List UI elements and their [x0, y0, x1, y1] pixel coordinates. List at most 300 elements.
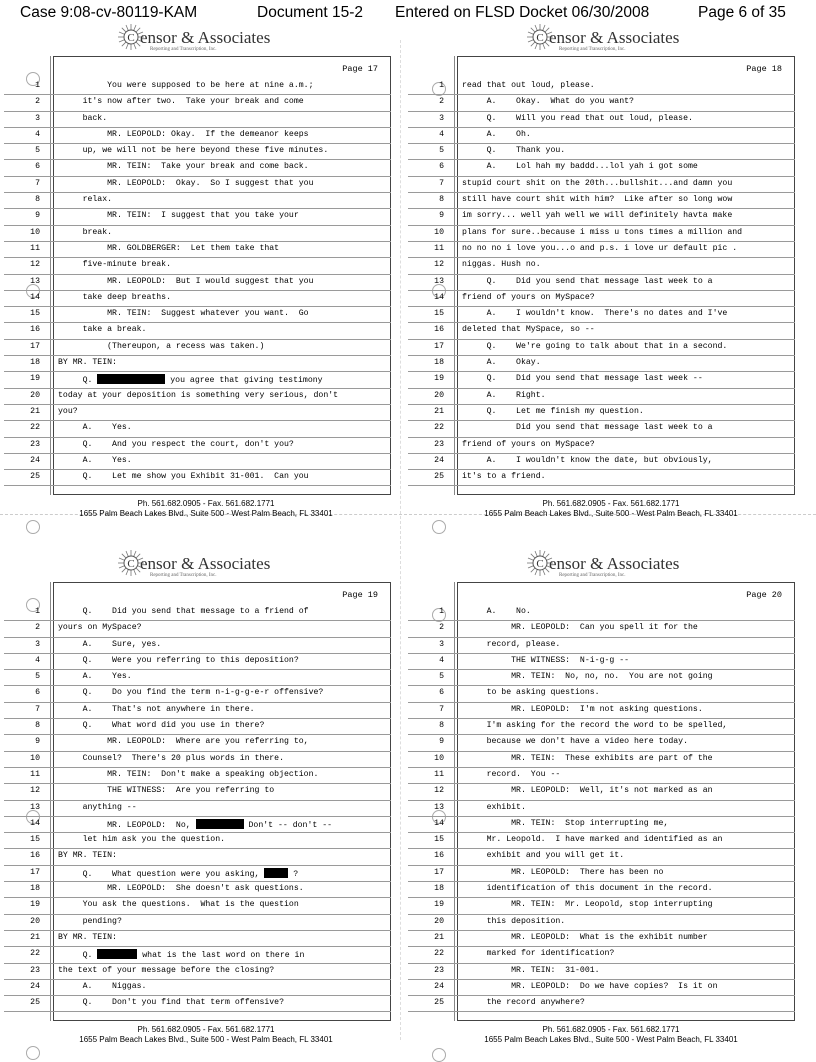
transcript-line [434, 372, 794, 388]
transcript-lines [30, 79, 390, 486]
line-text [58, 949, 304, 960]
line-number: 10 [434, 227, 444, 237]
redaction-bar [97, 949, 137, 959]
line-text-main: A. Yes. [58, 672, 132, 682]
transcript-line [30, 915, 390, 931]
footer-address: 1655 Palm Beach Lakes Blvd., Suite 500 - West Palm Beach, FL 33401 [484, 509, 738, 518]
line-text [58, 440, 294, 449]
line-text [58, 472, 309, 481]
transcript-line [30, 242, 390, 258]
line-number: 15 [434, 309, 444, 319]
transcript-line [434, 307, 794, 323]
line-text-main: A. Yes. [58, 455, 132, 465]
reporter-logo [116, 22, 316, 56]
line-text [462, 114, 693, 123]
footer-address: 1655 Palm Beach Lakes Blvd., Suite 500 - West Palm Beach, FL 33401 [79, 509, 333, 518]
line-text [462, 309, 727, 318]
reporter-name: ensor & Associates [549, 554, 680, 573]
line-number: 20 [30, 916, 40, 926]
footer-phone: Ph. 561.682.0905 - Fax. 561.682.1771 [137, 1025, 275, 1034]
line-number: 20 [434, 390, 444, 400]
transcript-line [439, 95, 794, 111]
punch-hole [432, 520, 446, 534]
line-number: 25 [30, 472, 40, 482]
line-text [462, 277, 713, 286]
reporter-logo [116, 548, 316, 582]
line-number: 13 [30, 802, 40, 812]
transcript-line [439, 144, 794, 160]
transcript-line [434, 323, 794, 339]
line-number: 19 [434, 374, 444, 384]
line-text-main: A. Right. [462, 390, 546, 400]
transcript-line [35, 112, 390, 128]
line-text-main: MR. LEOPOLD: There has been no [462, 867, 664, 877]
reporter-contact-footer [16, 1025, 396, 1045]
line-number: 22 [434, 949, 444, 959]
line-text [58, 786, 274, 795]
transcript-line [439, 703, 794, 719]
reporter-contact-footer [16, 499, 396, 519]
line-text-main: MR. GOLDBERGER: Let them take that [58, 243, 280, 253]
line-number: 7 [35, 704, 40, 714]
line-text-main: Q. Don't you find that term offensive? [58, 998, 285, 1008]
line-text [462, 623, 698, 632]
line-text [462, 884, 713, 893]
line-number: 15 [434, 835, 444, 845]
line-number: 16 [30, 851, 40, 861]
svg-text:C: C [127, 32, 135, 44]
redaction-bar [97, 374, 165, 384]
line-number: 2 [35, 97, 40, 107]
line-text [58, 130, 309, 139]
line-number: 3 [439, 639, 444, 649]
line-text-main: A. Niggas. [58, 981, 147, 991]
footer-phone: Ph. 561.682.0905 - Fax. 561.682.1771 [137, 499, 275, 508]
transcript-line [434, 996, 794, 1012]
line-text-main: identification of this document in the record. [462, 884, 713, 894]
line-number: 6 [439, 162, 444, 172]
line-number: 6 [35, 162, 40, 172]
line-text-main: up, we will not be here beyond these five minutes. [58, 146, 329, 156]
line-number: 12 [30, 786, 40, 796]
line-text [58, 309, 309, 318]
punch-hole [432, 1048, 446, 1062]
line-text-main: Q. And you respect the court, don't you? [58, 439, 294, 449]
line-number: 23 [30, 439, 40, 449]
transcript-line [434, 849, 794, 865]
line-number: 2 [439, 97, 444, 107]
line-text-main: MR. TEIN: Suggest whatever you want. Go [58, 309, 309, 319]
line-text-main: exhibit. [462, 802, 526, 812]
transcript-line [30, 752, 390, 768]
line-number: 18 [434, 884, 444, 894]
line-text [462, 456, 713, 465]
transcript-line [30, 454, 390, 470]
line-rule [4, 1011, 391, 1012]
line-text-main: MR. TEIN: Stop interrupting me, [462, 818, 669, 828]
line-text [462, 998, 585, 1007]
line-text-main: MR. LEOPOLD: Okay. If the demeanor keeps [58, 129, 309, 139]
line-number: 21 [434, 932, 444, 942]
line-text-main: A. Sure, yes. [58, 639, 162, 649]
transcript-line [30, 307, 390, 323]
line-number: 7 [439, 704, 444, 714]
line-number: 24 [30, 981, 40, 991]
line-text [58, 884, 304, 893]
line-number: 14 [434, 292, 444, 302]
transcript-line [439, 735, 794, 751]
transcript-line [439, 621, 794, 637]
line-number: 11 [434, 769, 444, 779]
reporter-name: ensor & Associates [549, 28, 680, 47]
line-text-main: BY MR. TEIN: [58, 932, 117, 942]
line-number: 3 [35, 113, 40, 123]
line-text [58, 81, 314, 90]
line-text-main: MR. LEOPOLD: Do we have copies? Is it on [462, 981, 718, 991]
line-text [58, 228, 112, 237]
transcript-line [434, 898, 794, 914]
line-number: 10 [30, 753, 40, 763]
line-number: 3 [35, 639, 40, 649]
transcript-page-number: Page 20 [746, 590, 782, 600]
line-text [462, 754, 713, 763]
line-text [462, 868, 663, 877]
transcript-line [434, 291, 794, 307]
transcript-line [30, 947, 390, 963]
line-number: 5 [439, 146, 444, 156]
vertical-fold-line [400, 40, 401, 1040]
transcript-line [35, 621, 390, 637]
line-text-main: A. Okay. What do you want? [462, 97, 634, 107]
line-number: 25 [434, 472, 444, 482]
transcript-line [30, 898, 390, 914]
transcript-line [434, 817, 794, 833]
line-text [58, 146, 328, 155]
line-number: 25 [30, 998, 40, 1008]
case-number [20, 4, 197, 22]
line-text-main: let him ask you the question. [58, 835, 226, 845]
line-text [58, 868, 298, 879]
line-text-main: friend of yours on MySpace? [462, 439, 595, 449]
line-number: 11 [30, 243, 40, 253]
redaction-bar [196, 819, 244, 829]
transcript-line [30, 849, 390, 865]
reporter-contact-footer [421, 499, 801, 519]
line-text-main: A. Oh. [462, 129, 531, 139]
line-text [462, 130, 531, 139]
line-text-main: yours on MySpace? [58, 623, 142, 633]
line-text-main: MR. LEOPOLD: I'm not asking questions. [462, 704, 703, 714]
line-text [58, 770, 318, 779]
line-number: 14 [30, 818, 40, 828]
line-text-main: MR. TEIN: 31-001. [462, 965, 600, 975]
line-text [58, 982, 146, 991]
line-number: 23 [434, 965, 444, 975]
transcript-line [434, 226, 794, 242]
transcript-frame [30, 582, 391, 1021]
line-text [462, 770, 560, 779]
transcript-line [30, 801, 390, 817]
line-text [462, 391, 546, 400]
line-text-main: still have court shit with him? Like after so long wow [462, 195, 733, 205]
reporter-tagline: Reporting and Transcription, Inc. [559, 573, 626, 578]
line-rule [408, 485, 795, 486]
reporter-name: ensor & Associates [140, 28, 271, 47]
reporter-tagline: Reporting and Transcription, Inc. [150, 573, 217, 578]
line-text-main: Q. We're going to talk about that in a second. [462, 341, 728, 351]
line-text-main: Q. Will you read that out loud, please. [462, 113, 693, 123]
line-number: 8 [439, 195, 444, 205]
line-text-main: deleted that MySpace, so -- [462, 325, 595, 335]
transcript-line [439, 654, 794, 670]
transcript-line [35, 144, 390, 160]
margin-line [454, 56, 455, 495]
line-text [462, 228, 742, 237]
line-number: 5 [35, 146, 40, 156]
line-text-main: A. Yes. [58, 423, 132, 433]
line-text [462, 900, 713, 909]
line-text-main: five-minute break. [58, 260, 172, 270]
line-number: 23 [434, 439, 444, 449]
transcript-line [439, 670, 794, 686]
case-number-text: Case 9:08-cv-80119-KAM [20, 4, 198, 21]
line-text-main: record. You -- [462, 769, 561, 779]
line-number: 21 [30, 406, 40, 416]
line-text [462, 835, 722, 844]
transcript-page-2 [405, 22, 801, 528]
line-number: 6 [439, 688, 444, 698]
line-number: 5 [439, 672, 444, 682]
line-text-main: read that out loud, please. [462, 81, 595, 90]
margin-line [454, 582, 455, 1021]
line-number: 1 [35, 607, 40, 616]
line-number: 17 [434, 867, 444, 877]
line-number: 13 [30, 276, 40, 286]
transcript-line [434, 438, 794, 454]
transcript-line [35, 193, 390, 209]
transcript-line [30, 470, 390, 486]
transcript-page-1 [0, 22, 396, 528]
line-number: 24 [434, 455, 444, 465]
document-number [257, 4, 363, 22]
line-number: 22 [30, 423, 40, 433]
line-number: 9 [35, 211, 40, 221]
line-number: 17 [434, 341, 444, 351]
line-text-main: THE WITNESS: N-i-g-g -- [462, 655, 630, 665]
line-number: 2 [439, 623, 444, 633]
footer-phone: Ph. 561.682.0905 - Fax. 561.682.1771 [542, 499, 680, 508]
line-text [462, 211, 732, 220]
line-text [462, 195, 732, 204]
line-text [462, 819, 668, 828]
line-text-main: A. Okay. [462, 358, 541, 368]
line-text-main: the text of your message before the closing? [58, 965, 275, 975]
line-text-main: MR. TEIN: Don't make a speaking objection. [58, 769, 319, 779]
line-text-main: Q. Did you send that message to a friend of [58, 607, 309, 616]
transcript-line [30, 275, 390, 291]
transcript-line [30, 768, 390, 784]
line-text-main: the record anywhere? [462, 998, 585, 1008]
line-text-main: Q. [58, 376, 93, 386]
transcript-line [434, 454, 794, 470]
line-number: 9 [439, 211, 444, 221]
transcript-line [439, 177, 794, 193]
line-text-main: Q. Were you referring to this deposition? [58, 655, 299, 665]
line-text-main: You ask the questions. What is the question [58, 900, 299, 910]
line-text [58, 211, 299, 220]
line-text-main: Q. What word did you use in there? [58, 721, 265, 731]
transcript-frame [434, 56, 795, 495]
line-text [462, 374, 703, 383]
line-text-main: record, please. [462, 639, 561, 649]
transcript-line [30, 226, 390, 242]
line-text-main: MR. TEIN: No, no, no. You are not going [462, 672, 713, 682]
transcript-line [434, 242, 794, 258]
transcript-line [439, 719, 794, 735]
line-text [58, 721, 264, 730]
transcript-line [30, 980, 390, 996]
transcript-line [434, 931, 794, 947]
line-number: 17 [30, 341, 40, 351]
line-number: 21 [434, 406, 444, 416]
line-text [462, 851, 624, 860]
line-text-main: Counsel? There's 20 plus words in there. [58, 753, 285, 763]
line-text-main: A. I wouldn't know the date, but obviously, [462, 455, 713, 465]
transcript-line [434, 784, 794, 800]
line-number: 24 [434, 981, 444, 991]
line-number: 1 [439, 81, 444, 90]
line-text [462, 933, 708, 942]
line-text [58, 640, 161, 649]
punch-hole [26, 1046, 40, 1060]
line-number: 4 [439, 655, 444, 665]
transcript-line [434, 768, 794, 784]
line-text [462, 407, 644, 416]
line-number: 4 [35, 129, 40, 139]
transcript-line [434, 258, 794, 274]
transcript-line [434, 980, 794, 996]
line-text [58, 672, 132, 681]
line-text [462, 440, 595, 449]
transcript-line [439, 193, 794, 209]
line-text-main: Q. Thank you. [462, 146, 566, 156]
line-text [58, 900, 299, 909]
line-number: 19 [30, 900, 40, 910]
transcript-line [35, 719, 390, 735]
line-text-main: A. That's not anywhere in there. [58, 704, 255, 714]
line-text-main: relax. [58, 195, 113, 205]
line-text-main: friend of yours on MySpace? [462, 292, 595, 302]
transcript-line [439, 79, 794, 95]
reporter-tagline: Reporting and Transcription, Inc. [559, 47, 626, 52]
transcript-line [439, 112, 794, 128]
reporter-tagline: Reporting and Transcription, Inc. [150, 47, 217, 52]
line-number: 16 [30, 325, 40, 335]
line-text [462, 97, 634, 106]
line-text [462, 342, 727, 351]
transcript-line [30, 372, 390, 388]
line-number: 24 [30, 455, 40, 465]
line-text [462, 705, 703, 714]
line-text-after-redaction: what is the last word on there in [142, 951, 305, 961]
line-text-main: MR. LEOPOLD: But I would suggest that you [58, 276, 314, 286]
transcript-line [439, 209, 794, 225]
line-number: 18 [30, 358, 40, 368]
docket-entry [395, 4, 649, 22]
line-text-main: im sorry... well yah well we will definitely havta make [462, 211, 733, 221]
transcript-line [35, 128, 390, 144]
line-text-main: no no no i love you...o and p.s. i love ur default pic . [462, 243, 738, 253]
line-text-main: back. [58, 113, 108, 123]
line-text-main: Q. Do you find the term n-i-g-g-e-r offensive? [58, 688, 324, 698]
transcript-line [35, 686, 390, 702]
line-text [58, 195, 112, 204]
line-text [462, 423, 713, 432]
transcript-line [30, 438, 390, 454]
punch-hole [26, 520, 40, 534]
transcript-line [30, 356, 390, 372]
transcript-line [30, 964, 390, 980]
svg-text:C: C [536, 558, 544, 570]
transcript-lines [434, 79, 794, 486]
line-text [462, 688, 600, 697]
transcript-line [30, 996, 390, 1012]
line-text-main: Q. Let me show you Exhibit 31-001. Can you [58, 472, 309, 482]
transcript-line [30, 421, 390, 437]
line-text-main: break. [58, 227, 113, 237]
transcript-line [30, 784, 390, 800]
line-number: 9 [35, 737, 40, 747]
line-text-main: MR. TEIN: Take your break and come back. [58, 162, 309, 172]
line-text-main: because we don't have a video here today. [462, 737, 689, 747]
line-text-main: pending? [58, 916, 122, 926]
line-number: 10 [30, 227, 40, 237]
line-text-main: MR. LEOPOLD: No, [58, 820, 191, 830]
page-count-text: Page 6 of 35 [698, 4, 786, 21]
line-number: 9 [439, 737, 444, 747]
reporter-contact-footer [421, 1025, 801, 1045]
transcript-line [30, 323, 390, 339]
line-text [58, 835, 225, 844]
line-text [58, 819, 332, 830]
transcript-page-4 [405, 548, 801, 1054]
transcript-line [434, 752, 794, 768]
line-text-main: Mr. Leopold. I have marked and identified as an [462, 835, 723, 845]
line-text [58, 423, 132, 432]
line-text-main: this deposition. [462, 916, 566, 926]
transcript-lines [434, 605, 794, 1012]
line-text [58, 851, 117, 860]
line-number: 13 [434, 802, 444, 812]
line-number: 3 [439, 113, 444, 123]
transcript-line [30, 340, 390, 356]
line-number: 1 [439, 607, 444, 616]
line-number: 4 [35, 655, 40, 665]
transcript-page-number: Page 19 [342, 590, 378, 600]
line-text [462, 358, 541, 367]
line-text-main: it's now after two. Take your break and come [58, 97, 304, 107]
transcript-line [30, 389, 390, 405]
line-text [462, 656, 629, 665]
line-text [58, 688, 323, 697]
line-text [462, 982, 718, 991]
line-text [58, 917, 122, 926]
footer-phone: Ph. 561.682.0905 - Fax. 561.682.1771 [542, 1025, 680, 1034]
line-text [462, 803, 526, 812]
line-text [462, 786, 713, 795]
transcript-line [35, 735, 390, 751]
line-text [462, 162, 698, 171]
